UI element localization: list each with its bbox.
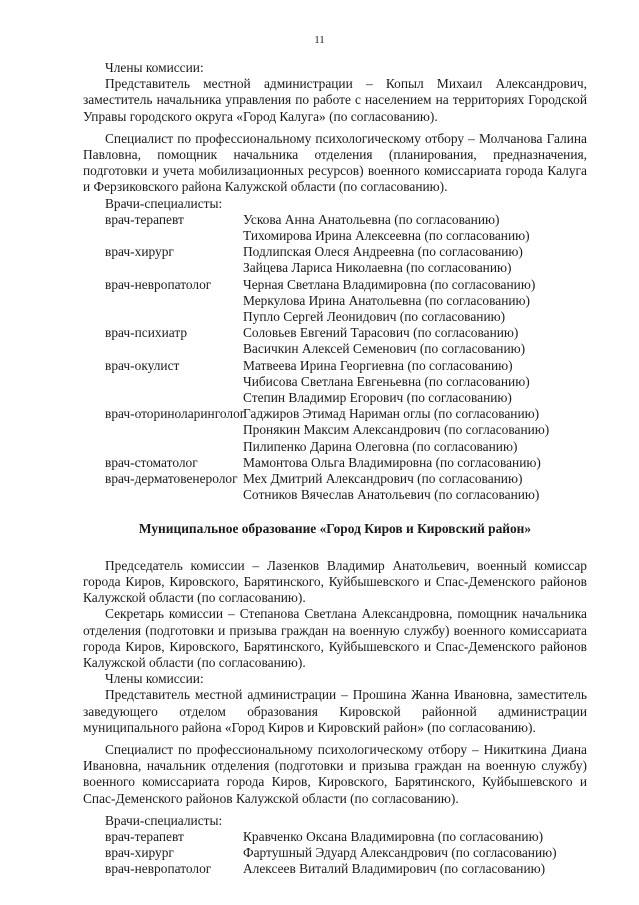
doctor-row <box>83 861 587 877</box>
doctor-name: Васичкин Алексей Семенович (по согласованию) <box>243 341 526 357</box>
doctor-specialty <box>83 374 243 390</box>
doctors-label: Врачи-специалисты: <box>105 812 223 828</box>
doctor-name: Пупло Сергей Леонидович (по согласованию) <box>243 309 506 325</box>
doctor-specialty <box>83 293 243 309</box>
members-label: Члены комиссии: <box>105 60 204 75</box>
doctor-name: Пронякин Максим Александрович (по согласованию) <box>243 422 550 438</box>
doctor-row <box>83 390 587 406</box>
doctor-name: Сотников Вячеслав Анатольевич (по согласованию) <box>243 487 540 503</box>
doctor-row <box>83 358 587 374</box>
doctor-row <box>83 422 587 438</box>
doctor-specialty <box>83 390 243 406</box>
doctor-name: Фартушный Эдуард Александрович (по согласованию) <box>243 845 557 861</box>
doctor-specialty: врач-невропатолог <box>105 861 212 877</box>
doctors-list <box>83 212 587 504</box>
doctor-row <box>83 341 587 357</box>
doctor-name: Гаджиров Этимад Нариман оглы (по согласованию) <box>243 406 540 422</box>
doctor-row <box>83 309 587 325</box>
doctor-name: Матвеева Ирина Георгиевна (по согласованию) <box>243 357 513 373</box>
doctor-name: Ускова Анна Анатольевна (по согласованию) <box>243 211 500 227</box>
doctor-row <box>83 228 587 244</box>
doctor-row <box>83 487 587 503</box>
doctor-name: Соловьев Евгений Тарасович (по согласованию) <box>243 325 519 341</box>
doctor-name: Черная Светлана Владимировна (по согласованию) <box>243 276 536 292</box>
doctor-name: Подлипская Олеся Андреевна (по согласованию) <box>243 244 523 260</box>
doctor-name: Зайцева Лариса Николаевна (по согласованию) <box>243 260 512 276</box>
doctor-specialty: врач-хирург <box>105 845 174 861</box>
chair-paragraph: Председатель комиссии – Лазенков Владимир Анатольевич, военный комиссар города Киров, Кировского, Барятинского, Куйбышевского и Спас-Деменского районов Калужской области (по согласованию). <box>83 557 587 606</box>
doctor-name: Мамонтова Ольга Владимировна (по согласованию) <box>243 454 541 470</box>
doctor-name: Кравченко Оксана Владимировна (по согласованию) <box>243 828 544 844</box>
doctor-specialty: врач-психиатр <box>105 325 188 341</box>
doctor-name: Пилипенко Дарина Олеговна (по согласованию) <box>243 438 518 454</box>
doctor-specialty: врач-окулист <box>105 357 180 373</box>
section-heading: Муниципальное образование «Город Киров и Кировский район» <box>138 521 532 537</box>
doctor-row <box>83 260 587 276</box>
doctor-specialty <box>83 422 243 438</box>
doctor-specialty <box>83 341 243 357</box>
doctor-specialty: врач-терапевт <box>105 828 184 844</box>
doctor-row <box>83 244 587 260</box>
doctor-specialty <box>83 487 243 503</box>
doctor-name: Тихомирова Ирина Алексеевна (по согласованию) <box>243 228 530 244</box>
doctor-specialty <box>83 228 243 244</box>
doctor-specialty: врач-оториноларинголог <box>105 406 246 422</box>
document-body <box>83 60 587 878</box>
doctor-specialty <box>83 260 243 276</box>
page-number: 11 <box>314 34 325 46</box>
doctor-row <box>83 406 587 422</box>
doctor-row <box>83 455 587 471</box>
doctor-name: Степин Владимир Егорович (по согласованию) <box>243 390 512 406</box>
doctor-row <box>83 277 587 293</box>
doctor-specialty: врач-стоматолог <box>105 454 198 470</box>
doctor-name: Чибисова Светлана Евгеньевна (по согласованию) <box>243 373 530 389</box>
doctor-row <box>83 374 587 390</box>
doctor-name: Меркулова Ирина Анатольевна (по согласованию) <box>243 292 531 308</box>
doctor-specialty: врач-дерматовенеролог <box>105 471 238 487</box>
doctor-specialty <box>83 439 243 455</box>
secretary-paragraph: Секретарь комиссии – Степанова Светлана Александровна, помощник начальника отделения (подготовки и призыва граждан на военную службу) военного комиссариата города Киров, Кировского, Барятинского, Куйбышевского и Спас-Деменского районов Калужской области (по согласованию). <box>83 606 587 670</box>
doctor-row <box>83 439 587 455</box>
admin-representative-paragraph: Представитель местной администрации – Прошина Жанна Ивановна, заместитель заведующего отделом образования Кировской районной администрации муниципального района «Город Киров и Кировский район» (по согласованию). <box>83 687 587 735</box>
psychologist-paragraph: Специалист по профессиональному психологическому отбору – Молчанова Галина Павловна, помощник начальника отделения (планирования, предназначения, подготовки и учета мобилизационных ресурсов) военного комиссариата города Калуга и Ферзиковского района Калужской области (по согласованию). <box>83 130 587 195</box>
doctor-row <box>83 845 587 861</box>
doctor-specialty: врач-терапевт <box>105 211 184 227</box>
doctor-specialty <box>83 309 243 325</box>
doctor-row <box>83 471 587 487</box>
doctors-label: Врачи-специалисты: <box>105 195 223 211</box>
doctor-specialty: врач-невропатолог <box>105 276 212 292</box>
psychologist-paragraph: Специалист по профессиональному психологическому отбору – Никиткина Диана Ивановна, начальник отделения (подготовки и призыва граждан на военную службу) военного комиссариата города Киров, Кировского, Барятинского, Куйбышевского и Спас-Деменского районов Калужской области (по согласованию). <box>83 741 587 806</box>
doctor-name: Алексеев Виталий Владимирович (по согласованию) <box>243 861 546 877</box>
doctor-name: Мех Дмитрий Александрович (по согласованию) <box>243 471 523 487</box>
doctor-row <box>83 325 587 341</box>
members-label: Члены комиссии: <box>105 671 204 687</box>
admin-representative-paragraph: Представитель местной администрации – Копыл Михаил Александрович, заместитель начальника управления по работе с населением на территориях Городской Управы городского округа «Город Калуга» (по согласованию). <box>83 76 587 124</box>
doctor-row <box>83 293 587 309</box>
doctor-specialty: врач-хирург <box>105 244 174 260</box>
doctors-list <box>83 829 587 878</box>
doctor-row <box>83 212 587 228</box>
doctor-row <box>83 829 587 845</box>
